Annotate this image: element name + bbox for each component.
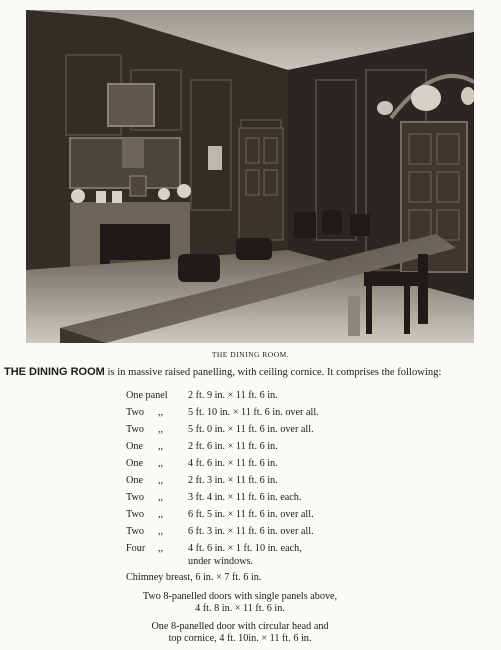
doors-two-line1: Two 8-panelled doors with single panels above, [142,591,338,602]
item-dims: 5 ft. 0 in. × 11 ft. 6 in. over all. [188,424,314,435]
item-dims: 2 ft. 6 in. × 11 ft. 6 in. [188,441,278,452]
item-qty: One [126,475,143,486]
item-mark: ,, [158,407,164,418]
dining-room-photo [26,10,474,343]
item-qty: One panel [126,390,168,401]
item-mark: ,, [158,475,164,486]
item-qty: One [126,441,143,452]
item-qty: Two [126,526,144,537]
item-dims: 5 ft. 10 in. × 11 ft. 6 in. over all. [188,407,319,418]
item-mark: ,, [158,441,164,452]
item-mark: ,, [158,424,164,435]
doors-one-line2: top cornice, 4 ft. 10in. × 11 ft. 6 in. [168,633,312,644]
item-dims: 6 ft. 5 in. × 11 ft. 6 in. over all. [188,509,314,520]
doors-one-line1: One 8-panelled door with circular head and [151,621,329,632]
item-mark: ,, [158,458,164,469]
doors-one [120,621,360,645]
item-qty: Four [126,543,146,554]
item-dims: 4 ft. 6 in. × 11 ft. 6 in. [188,458,278,469]
item-dims: 3 ft. 4 in. × 11 ft. 6 in. each. [188,492,302,503]
intro-paragraph [4,366,498,378]
doors-two [120,591,360,615]
item-qty: Two [126,509,144,520]
chimney-breast: Chimney breast, 6 in. × 7 ft. 6 in. [126,572,262,583]
item-mark: ,, [158,492,164,503]
item-qty: Two [126,407,144,418]
item-mark: ,, [158,509,164,520]
item-qty: Two [126,424,144,435]
intro-rest: is in massive raised panelling, with ceiling cornice. It comprises the following: [104,367,442,378]
item-qty: One [126,458,143,469]
doors-two-line2: 4 ft. 8 in. × 11 ft. 6 in. [195,603,285,614]
item-dims: 6 ft. 3 in. × 11 ft. 6 in. over all. [188,526,314,537]
four-continuation: under windows. [188,556,254,567]
item-dims: 4 ft. 6 in. × 1 ft. 10 in. each, [188,543,302,554]
item-mark: ,, [158,543,164,554]
item-dims: 2 ft. 3 in. × 11 ft. 6 in. [188,475,278,486]
item-dims: 2 ft. 9 in. × 11 ft. 6 in. [188,390,278,401]
intro-lead: THE DINING ROOM [4,366,105,378]
photo-caption: THE DINING ROOM. [211,350,290,359]
item-qty: Two [126,492,144,503]
item-mark: ,, [158,526,164,537]
